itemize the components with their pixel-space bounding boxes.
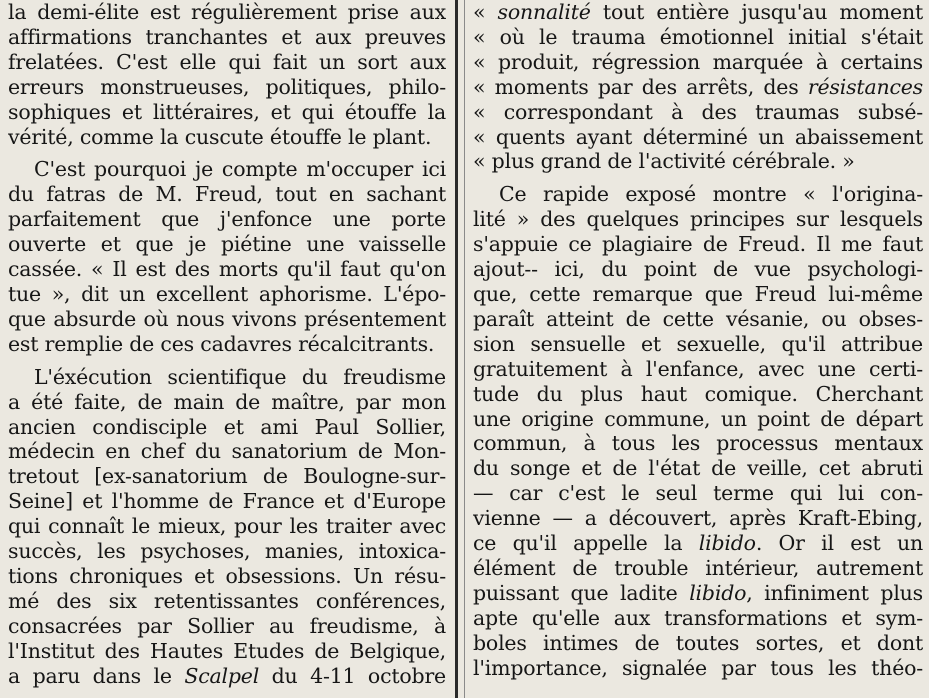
text-line: « produit, régression marquée à certains	[473, 49, 923, 74]
text-line: sophiques et littéraires, et qui étouffe la	[8, 99, 446, 124]
text-line: « correspondant à des traumas subsé-	[473, 99, 923, 124]
text-line: lité » des quelques principes sur lesquels	[473, 207, 923, 232]
text-line: boles intimes de toutes sortes, et dont	[473, 630, 923, 655]
text-line: du songe et de l'état de veille, cet abruti	[473, 456, 923, 481]
text-line: élément de trouble intérieur, autrement	[473, 555, 923, 580]
text-line: erreurs monstrueuses, politiques, philo-	[8, 74, 446, 99]
text-line: C'est pourquoi je compte m'occuper ici	[34, 157, 446, 182]
text-line: Seine] et l'homme de France et d'Europe	[8, 489, 446, 514]
right-column	[473, 0, 923, 698]
left-column	[8, 0, 446, 698]
text-line: gratuitement à l'enfance, avec une certi-	[473, 356, 923, 381]
paragraph-gap	[8, 149, 446, 157]
text-line: succès, les psychoses, manies, intoxica-	[8, 539, 446, 564]
text-line: que, cette remarque que Freud lui-même	[473, 281, 923, 306]
text-line: L'éxécution scientifique du freudisme	[34, 364, 446, 389]
text-line: a paru dans le Scalpel du 4-11 octobre	[8, 663, 446, 688]
text-line: frelatées. C'est elle qui fait un sort aux	[8, 49, 446, 74]
text-line: « moments par des arrêts, des résistances	[473, 74, 923, 99]
text-line: « quents ayant déterminé un abaissement	[473, 124, 923, 149]
text-line: s'appuie ce plagiaire de Freud. Il me faut	[473, 232, 923, 257]
text-line: affirmations tranchantes et aux preuves	[8, 24, 446, 49]
text-line: ce qu'il appelle la libido. Or il est un	[473, 531, 923, 556]
text-line: tue », dit un excellent aphorisme. L'épo-	[8, 281, 446, 306]
paragraph-gap	[473, 174, 923, 182]
text-line: que absurde où nous vivons présentement	[8, 306, 446, 331]
text-line: commun, à tous les processus mentaux	[473, 431, 923, 456]
text-line: parfaitement que j'enfonce une porte	[8, 207, 446, 232]
text-line: vienne — a découvert, après Kraft-Ebing,	[473, 506, 923, 531]
text-line: ancien condisciple et ami Paul Sollier,	[8, 414, 446, 439]
text-line: mé des six retentissantes conférences,	[8, 588, 446, 613]
text-line: est remplie de ces cadavres récalcitrants.	[8, 331, 435, 356]
text-line: cassée. « Il est des morts qu'il faut qu'on	[8, 257, 446, 282]
text-line: « plus grand de l'activité cérébrale. »	[473, 149, 855, 174]
text-line: l'Institut des Hautes Etudes de Belgique,	[8, 638, 446, 663]
text-line: a été faite, de main de maître, par mon	[8, 389, 446, 414]
text-line: Ce rapide exposé montre « l'origina-	[499, 182, 923, 207]
text-line: ouverte et que je piétine une vaisselle	[8, 232, 446, 257]
text-line: la demi-élite est régulièrement prise aux	[8, 0, 446, 24]
column-rule	[455, 0, 458, 698]
text-line: une origine commune, un point de départ	[473, 406, 923, 431]
text-line: « sonnalité tout entière jusqu'au moment	[473, 0, 923, 24]
text-line: paraît atteint de cette vésanie, ou obses-	[473, 306, 923, 331]
text-line: ajout-- ici, du point de vue psychologi-	[473, 257, 923, 282]
text-line: « où le trauma émotionnel initial s'était	[473, 24, 923, 49]
column-rule-thin	[464, 0, 465, 698]
text-line: — car c'est le seul terme qui lui con-	[473, 481, 923, 506]
text-line: médecin en chef du sanatorium de Mon-	[8, 439, 446, 464]
text-line: du fatras de M. Freud, tout en sachant	[8, 182, 446, 207]
text-line: consacrées par Sollier au freudisme, à	[8, 613, 446, 638]
text-line: qui connaît le mieux, pour les traiter avec	[8, 514, 446, 539]
text-line: tretout [ex-sanatorium de Boulogne-sur-	[8, 464, 446, 489]
text-line: apte qu'elle aux transformations et sym-	[473, 605, 923, 630]
paragraph-gap	[8, 357, 446, 365]
text-line: puissant que ladite libido, infiniment plus	[473, 580, 923, 605]
text-line: tude du plus haut comique. Cherchant	[473, 381, 923, 406]
text-line: l'importance, signalée par tous les théo-	[473, 655, 923, 680]
text-line: sion sensuelle et sexuelle, qu'il attribue	[473, 331, 923, 356]
text-line: vérité, comme la cuscute étouffe le plant.	[8, 124, 432, 149]
text-line: tions chroniques et obsessions. Un résu-	[8, 563, 446, 588]
